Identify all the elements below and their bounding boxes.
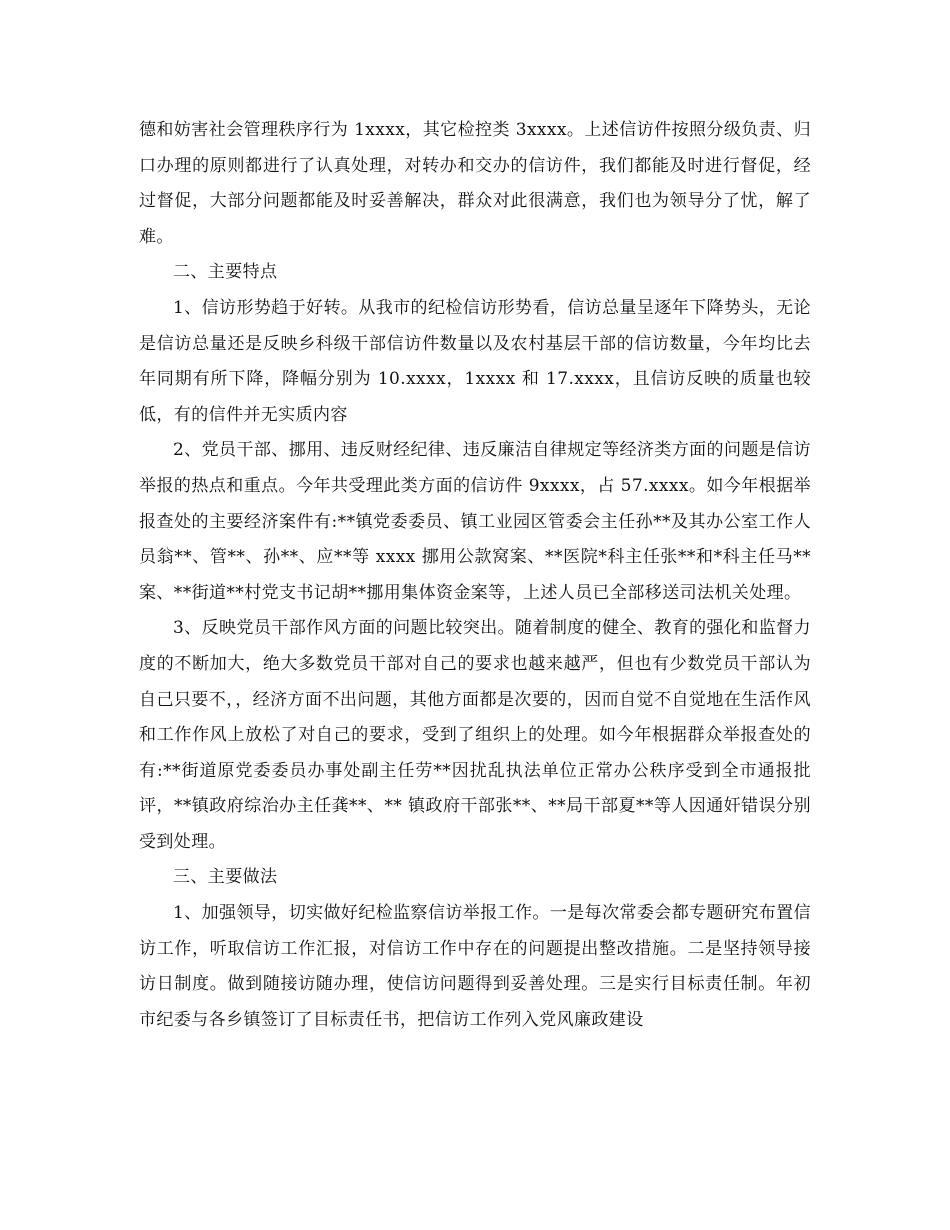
paragraph-continuation: 德和妨害社会管理秩序行为 1xxxx，其它检控类 3xxxx。上述信访件按照分级负责、归口办理的原则都进行了认真处理，对转办和交办的信访件，我们都能及时进行督促，经过督促，大部分问题都能及时妥善解决，群众对此很满意，我们也为领导分了忧，解了难。	[139, 120, 811, 247]
section-heading-main-features: 二、主要特点	[173, 262, 278, 283]
document-body	[139, 113, 811, 1038]
paragraph-feature-1: 1、信访形势趋于好转。从我市的纪检信访形势看，信访总量呈逐年下降势头，无论是信访总量还是反映乡科级干部信访件数量以及农村基层干部的信访数量，今年均比去年同期有所下降，降幅分别为 10.xxxx，1xxxx 和 17.xxxx，且信访反映的质量也较低，有的信件并无实质内容	[139, 297, 811, 425]
paragraph-feature-3: 3、反映党员干部作风方面的问题比较突出。随着制度的健全、教育的强化和监督力度的不断加大，绝大多数党员干部对自己的要求也越来越严，但也有少数党员干部认为自己只要不，，经济方面不出问题，其他方面都是次要的，因而自觉不自觉地在生活作风和工作作风上放松了对自己的要求，受到了组织上的处理。如今年根据群众举报查处的有:**街道原党委委员办事处副主任劳**因扰乱执法单位正常办公秩序受到全市通报批评，**镇政府综治办主任龚**、** 镇政府干部张**、**局干部夏**等人因通奸错误分别受到处理。	[139, 618, 811, 852]
section-heading-main-practices: 三、主要做法	[173, 867, 278, 888]
paragraph-feature-2: 2、党员干部、挪用、违反财经纪律、违反廉洁自律规定等经济类方面的问题是信访举报的热点和重点。今年共受理此类方面的信访件 9xxxx，占 57.xxxx。如今年根据举报查处的主要经济案件有:**镇党委委员、镇工业园区管委会主任孙**及其办公室工作人员翁**、管**、孙**、应**等 xxxx 挪用公款窝案、**医院*科主任张**和*科主任马**案、**街道**村党支书记胡**挪用集体资金案等，上述人员已全部移送司法机关处理。	[139, 440, 811, 603]
paragraph-practice-1: 1、加强领导，切实做好纪检监察信访举报工作。一是每次常委会都专题研究布置信访工作，听取信访工作汇报，对信访工作中存在的问题提出整改措施。二是坚持领导接访日制度。做到随接访随办理，使信访问题得到妥善处理。三是实行目标责任制。年初市纪委与各乡镇签订了目标责任书，把信访工作列入党风廉政建设	[139, 903, 811, 1030]
